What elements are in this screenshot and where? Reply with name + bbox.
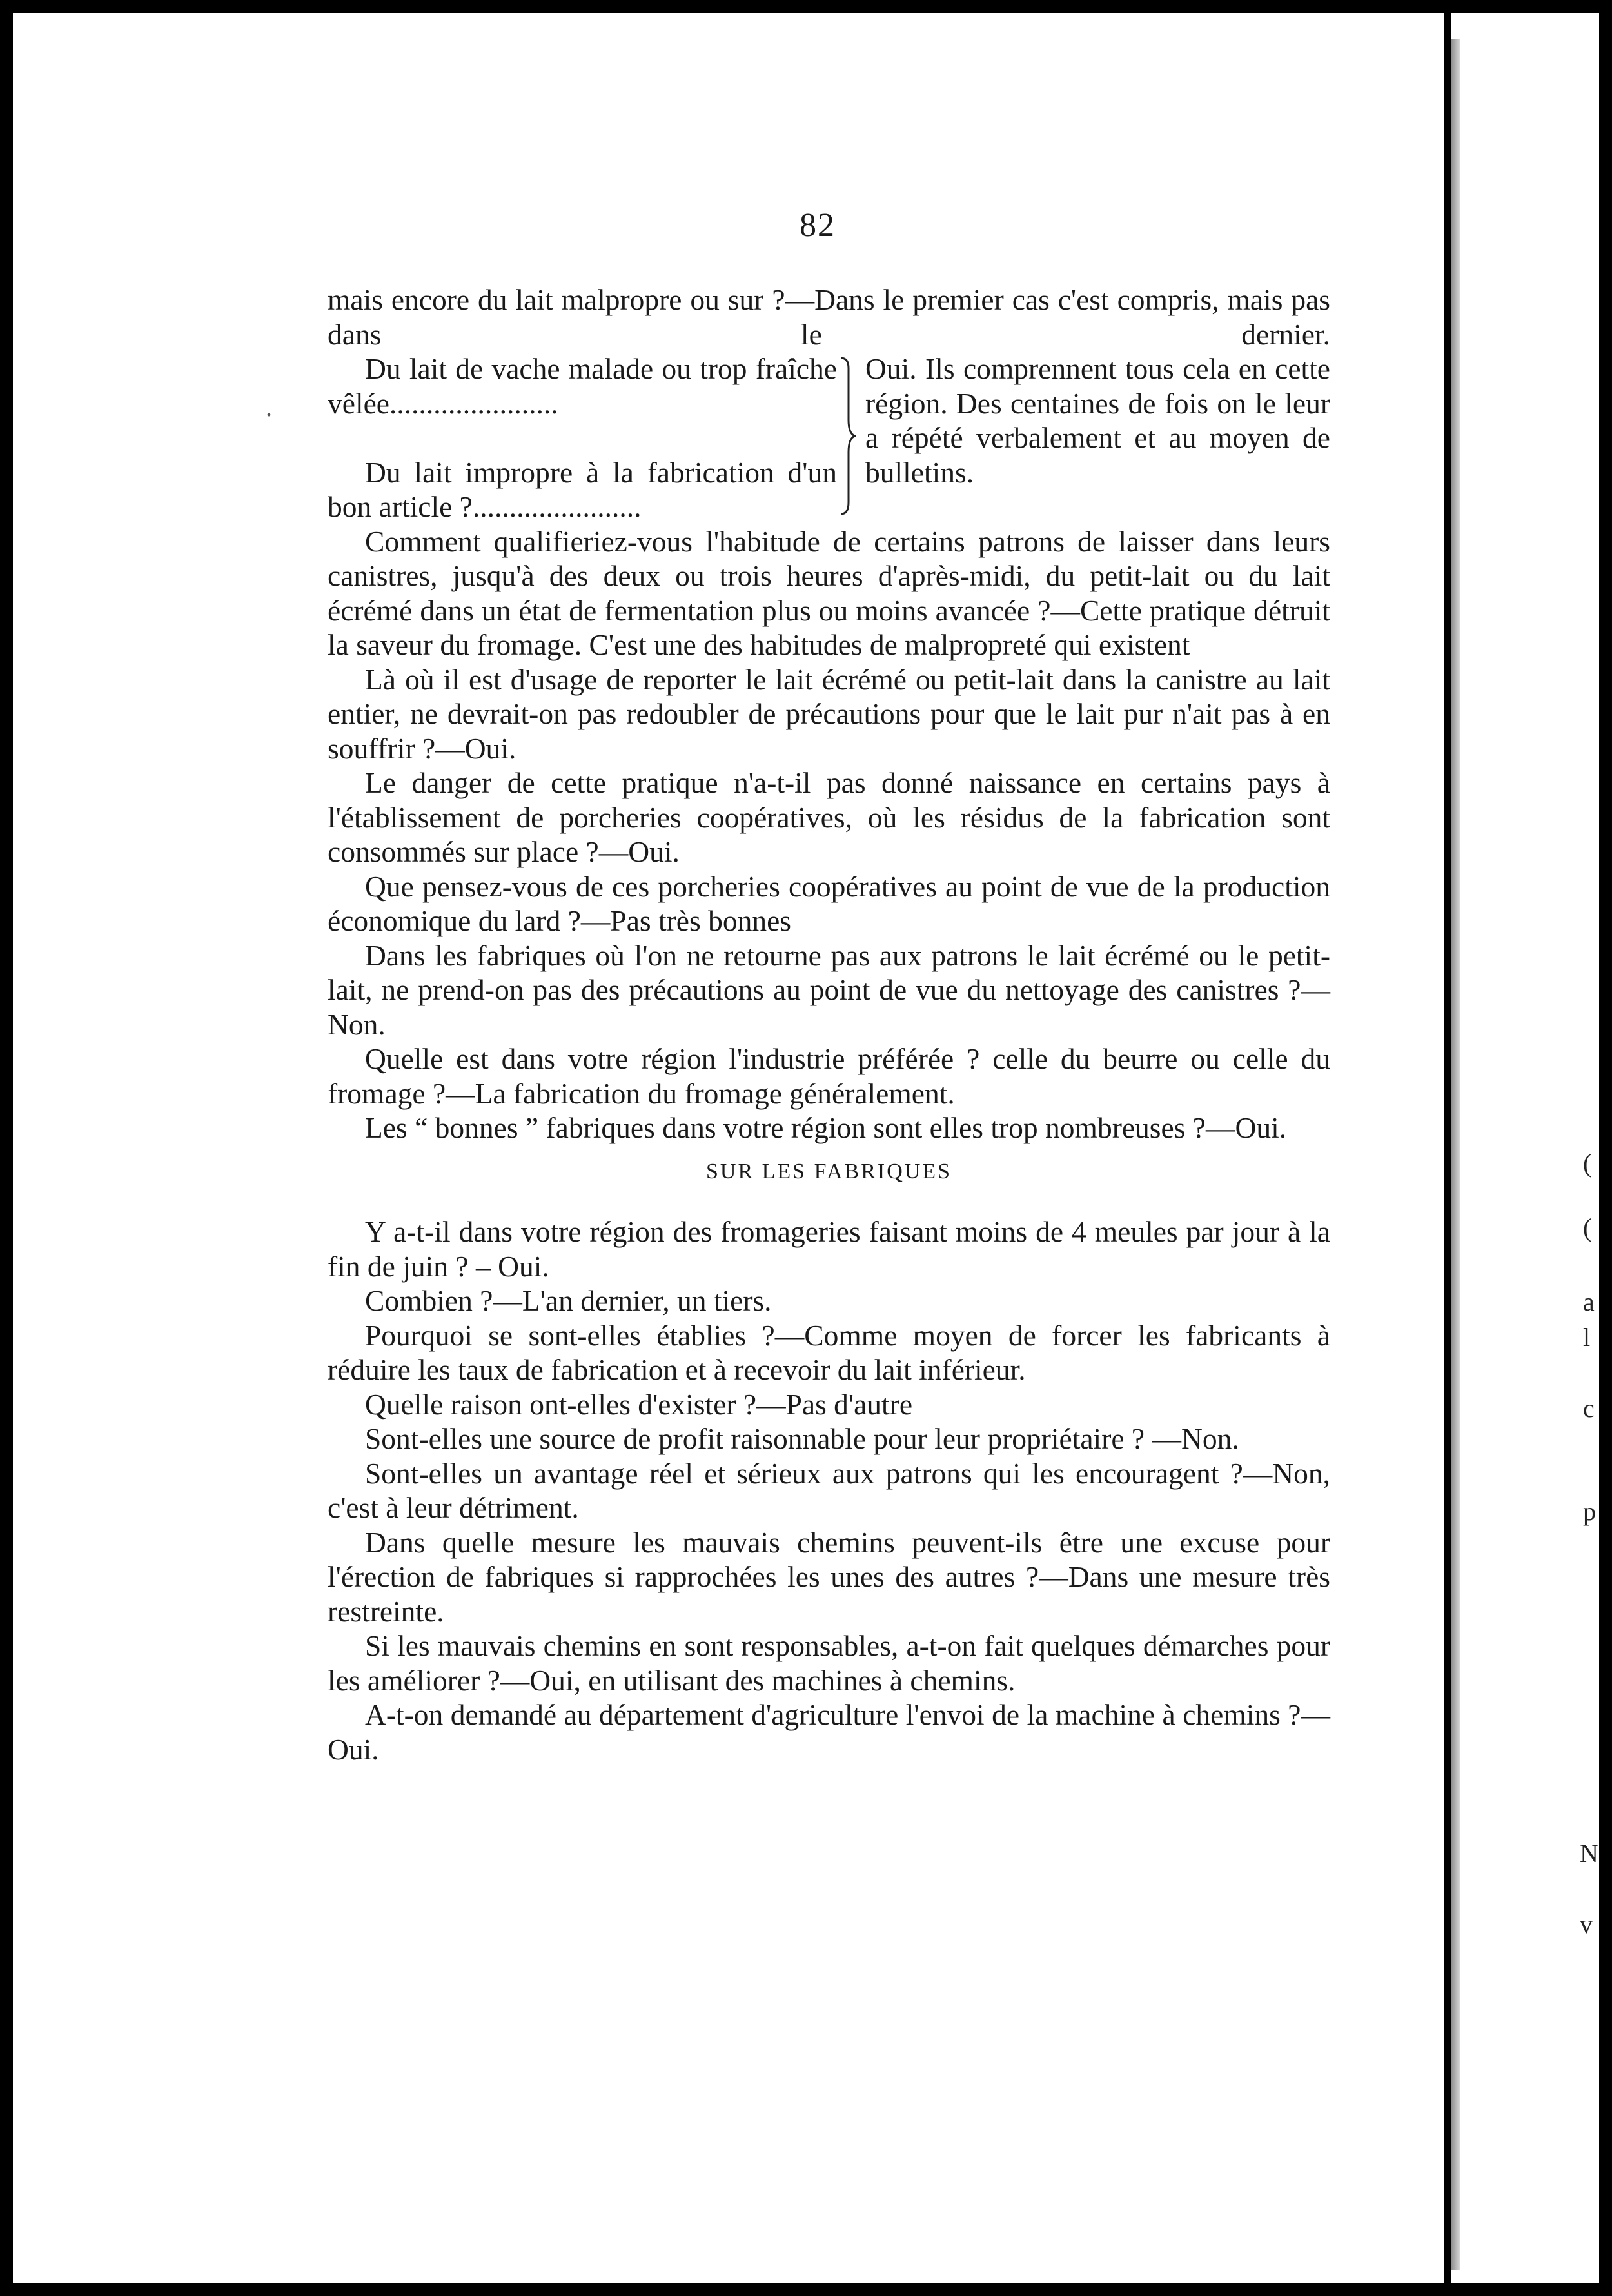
adjacent-page-edge — [1451, 13, 1599, 2283]
margin-letter: v — [1580, 1910, 1593, 1939]
paragraph: Que pensez-vous de ces porcheries coopératives au point de vue de la production économique du lard ?—Pas très bonnes — [328, 869, 1330, 937]
margin-letter: N — [1580, 1839, 1598, 1868]
paragraph: Quelle raison ont-elles d'exister ?—Pas d'autre — [365, 1387, 913, 1421]
paragraph: Dans quelle mesure les mauvais chemins peuvent-ils être une excuse pour l'érection de fabriques si rapprochées les unes des autres ?—Dans une mesure très restreinte. — [328, 1525, 1330, 1628]
paragraph: Si les mauvais chemins en sont responsables, a-t-on fait quelques démarches pour les améliorer ?—Oui, en utilisant des machines à chemins. — [328, 1629, 1330, 1697]
paragraph: Combien ?—L'an dernier, un tiers. — [365, 1284, 772, 1317]
bracket-question-block — [328, 351, 1330, 524]
page-number: 82 — [800, 207, 836, 244]
bracket-answer: Oui. Ils comprennent tous cela en cette région. Des centaines de fois on le leur a répété verbalement et au moyen de bulletins. — [865, 352, 1330, 489]
section-heading: SUR LES FABRIQUES — [706, 1159, 952, 1183]
scanned-page — [13, 13, 1444, 2283]
paragraph: Là où il est d'usage de reporter le lait écrémé ou petit-lait dans la canistre au lait entier, ne devrait-on pas redoubler de précautions pour que le lait pur n'ait pas à en souffrir ?—Oui. — [328, 662, 1330, 765]
paragraph: Les “ bonnes ” fabriques dans votre région sont elles trop nombreuses ?—Oui. — [365, 1111, 1287, 1144]
stray-mark: . — [266, 393, 272, 422]
margin-letter: c — [1583, 1394, 1595, 1423]
margin-letter: a — [1583, 1287, 1595, 1316]
paragraph: A-t-on demandé au département d'agriculture l'envoi de la machine à chemins ?—Oui. — [328, 1698, 1330, 1766]
bracket-question-1: Du lait de vache malade ou trop fraîche vêlée....................... — [328, 352, 837, 420]
paragraph: Y a-t-il dans votre région des fromageries faisant moins de 4 meules par jour à la fin de juin ? – Oui. — [328, 1215, 1330, 1283]
paragraph: Pourquoi se sont-elles établies ?—Comme moyen de forcer les fabricants à réduire les taux de fabrication et à recevoir du lait inférieur. — [328, 1318, 1330, 1386]
paragraph: Comment qualifieriez-vous l'habitude de certains patrons de laisser dans leurs canistres, jusqu'à des deux ou trois heures d'après-midi, du petit-lait ou du lait écrémé dans un état de fermentation plus ou moins avancée ?—Cette pratique détruit la saveur du fromage. C'est une des habitudes de malpropreté qui existent — [328, 524, 1330, 661]
margin-letter: ( — [1583, 1149, 1592, 1178]
page-gutter — [1451, 39, 1460, 2270]
bracket-question-2: Du lait impropre à la fabrication d'un bon article ?....................... — [328, 455, 837, 523]
margin-letter: ( — [1583, 1213, 1592, 1242]
margin-letter: l — [1583, 1323, 1591, 1352]
paragraph: Le danger de cette pratique n'a-t-il pas donné naissance en certains pays à l'établissement de porcheries coopératives, où les résidus de la fabrication sont consommés sur place ?—Oui. — [328, 766, 1330, 868]
page-body — [328, 282, 1330, 1767]
paragraph: Sont-elles une source de profit raisonnable pour leur propriétaire ? —Non. — [365, 1422, 1239, 1455]
paragraph: Sont-elles un avantage réel et sérieux aux patrons qui les encouragent ?—Non, c'est à leur détriment. — [328, 1456, 1330, 1524]
margin-letter: p — [1583, 1497, 1596, 1526]
bracket-questions — [328, 351, 837, 524]
curly-bracket-icon — [837, 351, 863, 524]
paragraph: Quelle est dans votre région l'industrie préférée ? celle du beurre ou celle du fromage ?—La fabrication du fromage généralement. — [328, 1042, 1330, 1110]
paragraph: Dans les fabriques où l'on ne retourne pas aux patrons le lait écrémé ou le petit-lait, ne prend-on pas des précautions au point de vue du nettoyage des canistres ?—Non. — [328, 938, 1330, 1041]
intro-paragraph: mais encore du lait malpropre ou sur ?—Dans le premier cas c'est compris, mais pas dans le dernier. — [328, 283, 1330, 351]
